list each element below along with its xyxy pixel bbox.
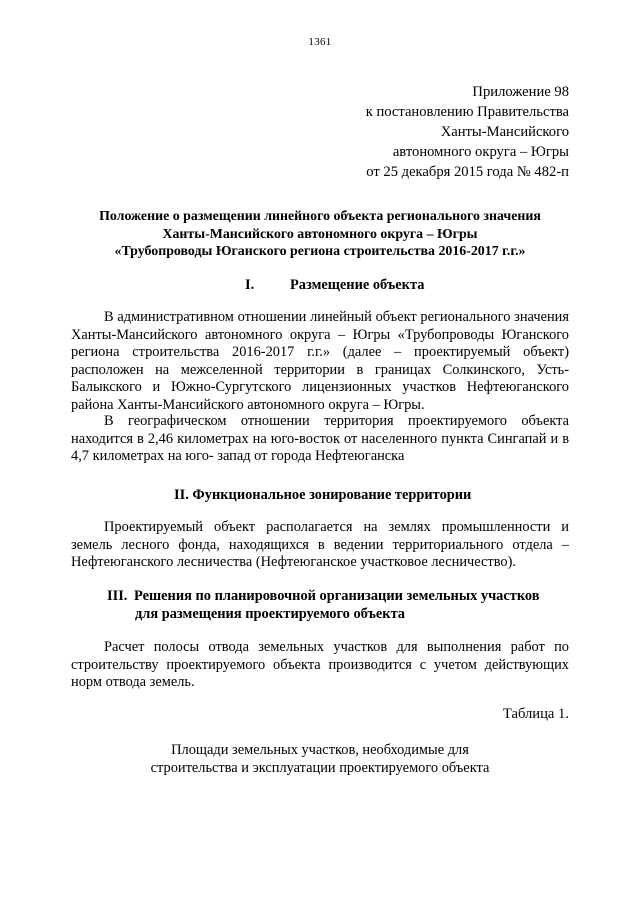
page-number: 1361 — [308, 36, 332, 48]
caption-line: строительства и эксплуатации проектируемого объекта — [150, 760, 490, 776]
paragraph: В географическом отношении территория проектируемого объекта находится в 2,46 километрах на юго-восток от населенного пункта Сингапай и в 4,7 километрах на юго- запад от города Нефтеюганска — [71, 413, 569, 465]
section-heading-1 — [245, 276, 424, 294]
title-line: Ханты-Мансийского автономного округа – Югры — [162, 226, 478, 242]
section-number: I. — [245, 277, 255, 293]
section-heading-text: Решения по планировочной организации земельных участков — [134, 588, 540, 604]
paragraph: Проектируемый объект располагается на землях промышленности и земель лесного фонда, находящихся в ведении территориального отдела – Нефтеюганского лесничества (Нефтеюганское участковое лесничество). — [71, 519, 569, 571]
title-line: Положение о размещении линейного объекта регионального значения — [99, 209, 541, 224]
paragraph: Расчет полосы отвода земельных участков для выполнения работ по строительству проектируемого объекта производится с учетом действующих норм отвода земель. — [71, 639, 569, 691]
table-caption — [70, 741, 570, 777]
appendix-line: Приложение 98 — [472, 84, 569, 100]
appendix-reference — [366, 82, 569, 182]
appendix-line: от 25 декабря 2015 года № 482-п — [366, 164, 569, 180]
caption-line: Площади земельных участков, необходимые для — [171, 742, 469, 758]
section-heading-text: для размещения проектируемого объекта — [135, 606, 406, 622]
section-number: III. — [107, 588, 128, 604]
table-label: Таблица 1. — [502, 706, 569, 722]
section-heading-text: Размещение объекта — [290, 277, 425, 293]
section-heading-3 — [107, 587, 540, 622]
title-line: «Трубопроводы Юганского региона строительства 2016-2017 г.г.» — [114, 244, 526, 259]
paragraph: В административном отношении линейный объект регионального значения Ханты-Мансийского автономного округа – Югры «Трубопроводы Юганского региона строительства 2016-2017 г.г.» (далее – проектируемый объект) расположен на межселенной территории в границах Солкинского, Усть-Балыкского и Южно-Сургутского лицензионных участков Нефтеюганского района Ханты-Мансийского автономного округа – Югры. — [71, 309, 569, 413]
appendix-line: Ханты-Мансийского — [440, 124, 569, 140]
appendix-line: к постановлению Правительства — [365, 104, 569, 120]
section-heading-2: II. Функциональное зонирование территории — [174, 487, 472, 503]
appendix-line: автономного округа – Югры — [392, 144, 569, 160]
document-title — [60, 208, 580, 261]
